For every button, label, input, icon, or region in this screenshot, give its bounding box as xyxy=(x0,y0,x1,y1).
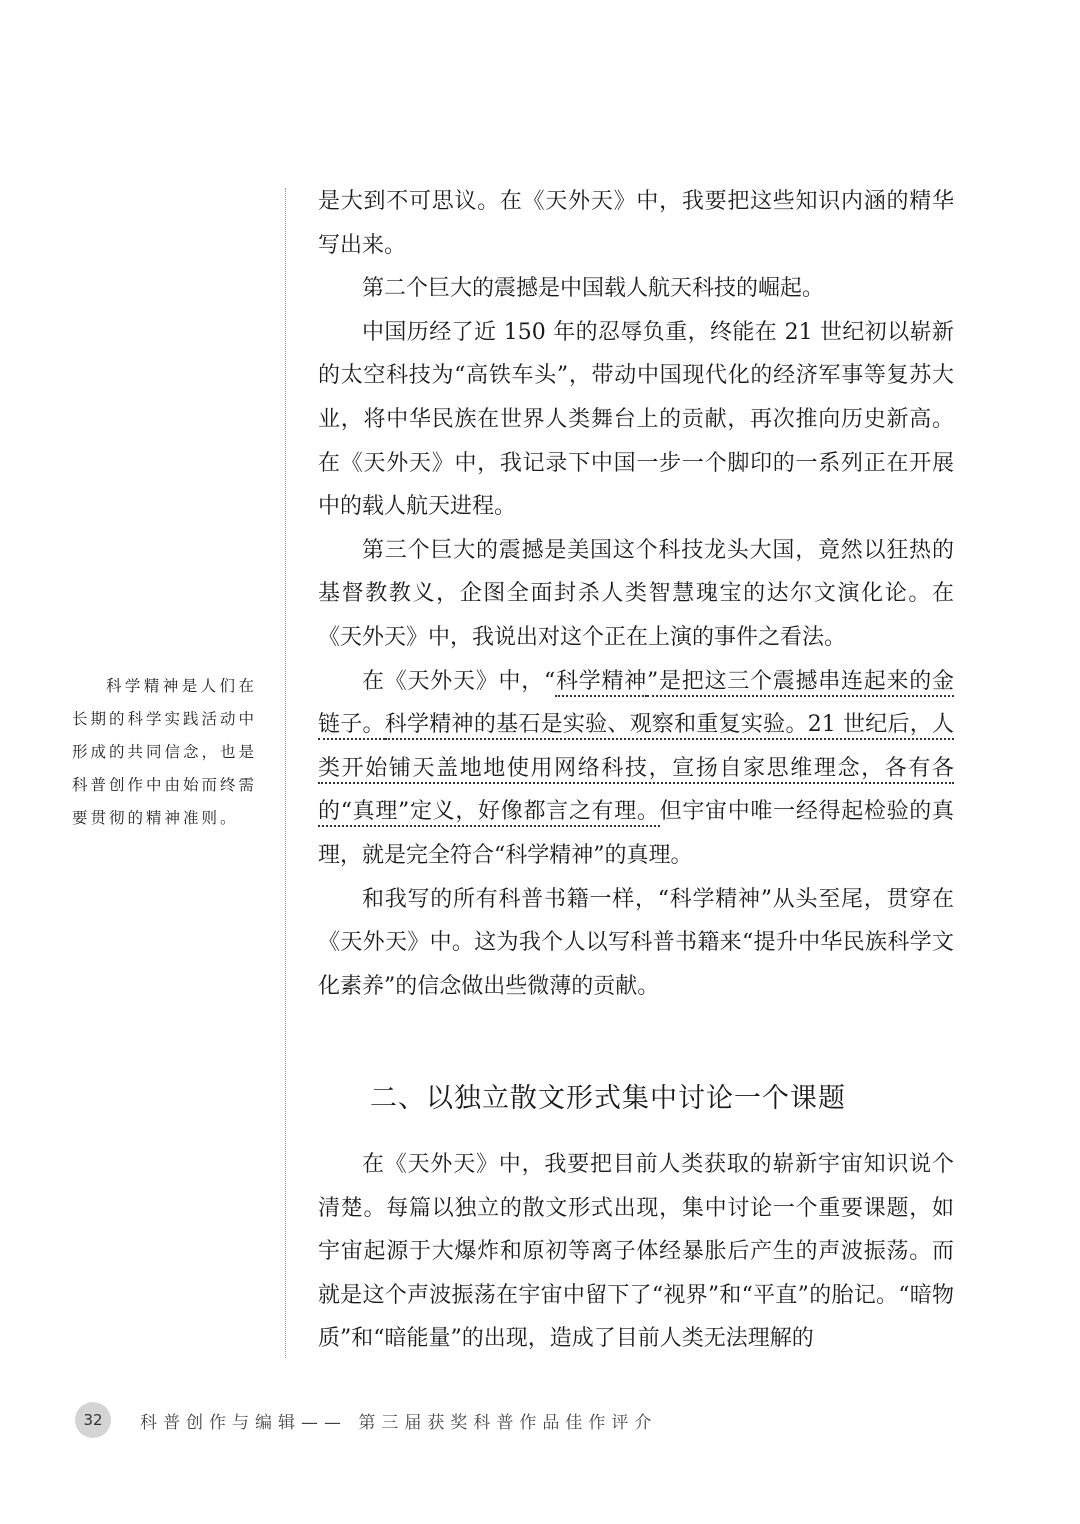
page-number: 32 xyxy=(75,1402,111,1438)
paragraph-text: 和我写的所有科普书籍一样，“科学精神”从头至尾，贯穿在《天外天》中。这为我个人以写科普书籍来“提升中华民族科学文化素养”的信念做出些微薄的贡献。 xyxy=(318,886,954,999)
paragraph-text: 第二个巨大的震撼是中国载人航天科技的崛起。 xyxy=(362,276,825,302)
section-body-text xyxy=(318,1143,954,1361)
paragraph-text: 在《天外天》中，“ xyxy=(362,668,556,694)
body-paragraph xyxy=(318,267,954,311)
body-paragraph xyxy=(318,660,954,878)
emphasized-text: 科学精神的基石是实验、观察和重复实验。21 世纪后，人类开始铺天盖地地使用网络科技，宣扬自家思维理念，各有各的“真理”定义，好像都言之有理。 xyxy=(318,712,954,827)
paragraph-text: 但宇宙中唯一经得起检验的真理，就是完全符合“科学精神”的真理。 xyxy=(318,799,954,868)
paragraph-text: 第三个巨大的震撼是美国这个科技龙头大国，竟然以狂热的基督教教义，企图全面封杀人类智慧瑰宝的达尔文演化论。在《天外天》中，我说出对这个正在上演的事件之看法。 xyxy=(318,537,954,650)
paragraph-text: 是大到不可思议。在《天外天》中，我要把这些知识内涵的精华写出来。 xyxy=(318,189,954,258)
column-divider xyxy=(285,188,286,1358)
section-heading: 二、以独立散文形式集中讨论一个课题 xyxy=(370,1083,846,1114)
body-paragraph xyxy=(318,180,954,267)
page-footer xyxy=(0,1398,1080,1448)
sidebar-note: 科学精神是人们在长期的科学实践活动中形成的共同信念，也是科普创作中由始而终需要贯彻的精神准则。 xyxy=(72,677,258,827)
body-paragraph xyxy=(318,529,954,660)
emphasized-text: 科学精神 xyxy=(555,669,647,697)
section-paragraph: 在《天外天》中，我要把目前人类获取的崭新宇宙知识说个清楚。每篇以独立的散文形式出现，集中讨论一个重要课题，如宇宙起源于大爆炸和原初等离子体经暴胀后产生的声波振荡。而就是这个声波振荡在宇宙中留下了“视界”和“平直”的胎记。“暗物质”和“暗能量”的出现，造成了目前人类无法理解的 xyxy=(318,1152,954,1352)
main-body-text xyxy=(318,180,954,1008)
body-paragraph xyxy=(318,878,954,1009)
paragraph-text: 中国历经了近 150 年的忍辱负重，终能在 21 世纪初以崭新的太空科技为“高铁车头”，带动中国现代化的经济军事等复苏大业，将中华民族在世界人类舞台上的贡献，再次推向历史新高。在《天外天》中，我记录下中国一步一个脚印的一系列正在开展中的载人航天进程。 xyxy=(318,319,954,520)
body-paragraph xyxy=(318,311,954,529)
emphasized-text: ”是把这三个震撼串连起来的金链子。 xyxy=(318,669,954,741)
running-head: 科普创作与编辑—— 第三届获奖科普作品佳作评介 xyxy=(140,1413,658,1433)
